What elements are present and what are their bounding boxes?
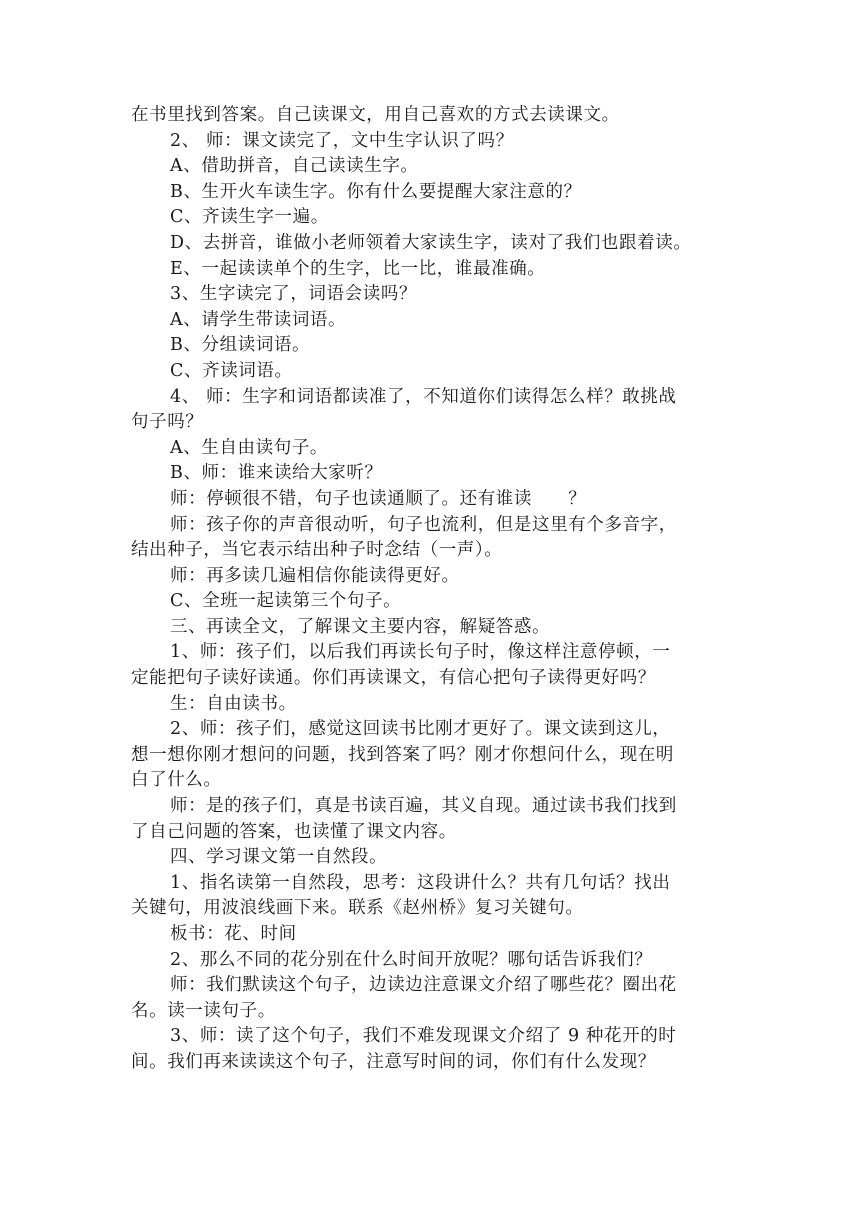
text-line: A、生自由读句子。 — [170, 437, 329, 458]
text-line: 定能把句子读好读通。你们再读课文，有信心把句子读得更好吗？ — [131, 668, 656, 689]
text-line: 3、师：读了这个句子，我们不难发现课文介绍了 9 种花开的时 — [170, 1026, 677, 1047]
text-line: 师：我们默读这个句子，边读边注意课文介绍了哪些花？圈出花 — [170, 975, 677, 996]
text-line: 在书里找到答案。自己读课文，用自己喜欢的方式去读课文。 — [131, 105, 620, 125]
text-line: 板书：花、时间 — [170, 924, 297, 944]
text-line: 师：孩子你的声音很动听，句子也流利，但是这里有个多音字， — [170, 514, 677, 535]
text-line: 了自己问题的答案，也读懂了课文内容。 — [131, 821, 457, 842]
text-line: B、师：谁来读给大家听？ — [170, 463, 383, 484]
text-line: 四、学习课文第一自然段。 — [170, 847, 388, 868]
text-line: D、去拼音，谁做小老师领着大家读生字，读对了我们也跟着读。 — [170, 232, 692, 253]
text-line: A、请学生带读词语。 — [170, 309, 347, 330]
text-line: 3、生字读完了，词语会读吗？ — [170, 284, 418, 305]
text-line: C、齐读词语。 — [170, 360, 293, 381]
text-line: 三、再读全文，了解课文主要内容，解疑答惑。 — [170, 616, 551, 637]
text-line: 师：再多读几遍相信你能读得更好。 — [170, 565, 460, 586]
text-line: E、一起读读单个的生字，比一比，谁最准确。 — [170, 258, 546, 279]
text-line: 间。我们再来读读这个句子，注意写时间的词，你们有什么发现？ — [131, 1051, 656, 1072]
text-line: 师：停顿很不错，句子也读通顺了。还有谁读 ？ — [170, 488, 587, 509]
text-line: 生：自由读书。 — [170, 693, 297, 714]
text-line: C、全班一起读第三个句子。 — [170, 591, 402, 612]
text-line: 4、 师：生字和词语都读准了，不知道你们读得怎么样？敢挑战 — [170, 386, 677, 407]
text-line: C、齐读生字一遍。 — [170, 207, 329, 228]
text-line: A、借助拼音，自己读读生字。 — [170, 156, 419, 177]
text-line: 结出种子，当它表示结出种子时念结（一声）。 — [131, 540, 503, 561]
text-line: 2、那么不同的花分别在什么时间开放呢？哪句话告诉我们？ — [170, 949, 653, 970]
text-line: 想一想你刚才想问的问题，找到答案了吗？刚才你想问什么，现在明 — [131, 744, 674, 765]
document-page — [131, 103, 731, 1076]
text-line: 师：是的孩子们，真是书读百遍，其义自现。通过读书我们找到 — [170, 796, 677, 817]
text-line: 句子吗？ — [131, 412, 204, 433]
text-line: 2、师：孩子们，感觉这回读书比刚才更好了。课文读到这儿， — [170, 719, 671, 740]
text-line: 1、指名读第一自然段，思考：这段讲什么？共有几句话？找出 — [170, 872, 671, 893]
text-line: 白了什么。 — [131, 770, 222, 791]
text-line: 2、 师：课文读完了，文中生字认识了吗？ — [170, 130, 514, 151]
text-line: B、生开火车读生字。你有什么要提醒大家注意的？ — [170, 181, 582, 202]
text-line: 名。读一读句子。 — [131, 1000, 276, 1021]
text-line: 关键句，用波浪线画下来。联系《赵州桥》复习关键句。 — [131, 898, 584, 919]
text-line: 1、师：孩子们，以后我们再读长句子时，像这样注意停顿，一 — [170, 642, 671, 663]
text-line: B、分组读词语。 — [170, 335, 311, 356]
